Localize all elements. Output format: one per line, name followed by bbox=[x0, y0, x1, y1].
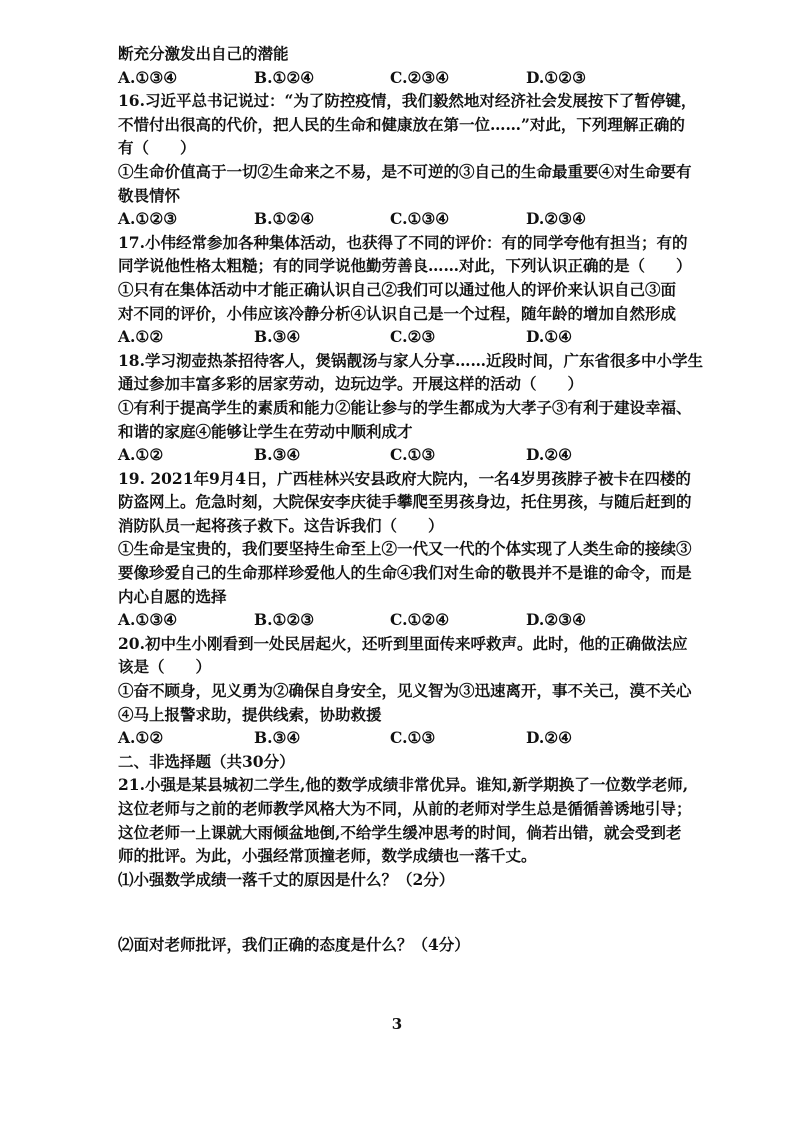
option-d: D.②④ bbox=[526, 445, 573, 465]
question-17 bbox=[118, 231, 718, 349]
continued-text: 断充分激发出自己的潜能 bbox=[118, 44, 289, 63]
option-a: A.①②③ bbox=[118, 209, 178, 229]
sub-question-1: ⑴小强数学成绩一落千丈的原因是什么？（2分） bbox=[118, 869, 455, 889]
answer-space[interactable] bbox=[118, 891, 718, 933]
option-d: D.①④ bbox=[526, 327, 573, 347]
question-line: 内心自愿的选择 bbox=[118, 586, 227, 606]
question-20 bbox=[118, 632, 718, 750]
q19-options bbox=[118, 608, 718, 632]
question-line: 要像珍爱自己的生命那样珍爱他人的生命④我们对生命的敬畏并不是谁的命令，而是 bbox=[118, 563, 692, 583]
option-c: C.②③ bbox=[390, 327, 436, 347]
question-line: 消防队员一起将孩子救下。这告诉我们（ ） bbox=[118, 515, 444, 535]
question-line: ④马上报警求助，提供线索，协助救援 bbox=[118, 704, 382, 724]
question-line: 通过参加丰富多彩的居家劳动，边玩边学。开展这样的活动（ ） bbox=[118, 374, 584, 394]
question-line: 这位老师一上课就大雨倾盆地倒,不给学生缓冲思考的时间，倘若出错，就会受到老 bbox=[118, 822, 682, 842]
question-line: 21.小强是某县城初二学生,他的数学成绩非常优异。谁知,新学期换了一位数学老师, bbox=[118, 775, 689, 795]
question-line: 防盗网上。危急时刻，大院保安李庆徒手攀爬至男孩身边，托住男孩，与随后赶到的 bbox=[118, 492, 692, 512]
question-line: 敬畏情怀 bbox=[118, 185, 181, 205]
option-d: D.①②③ bbox=[526, 67, 586, 87]
option-a: A.①③④ bbox=[118, 610, 178, 630]
option-b: B.①②④ bbox=[254, 209, 315, 229]
option-b: B.③④ bbox=[254, 445, 301, 465]
option-a: A.①② bbox=[118, 445, 164, 465]
option-c: C.②③④ bbox=[390, 67, 450, 87]
question-19 bbox=[118, 467, 718, 632]
question-line: 和谐的家庭④能够让学生在劳动中顺利成才 bbox=[118, 421, 413, 441]
question-16 bbox=[118, 89, 718, 231]
question-line: 有（ ） bbox=[118, 138, 196, 158]
page-number: 3 bbox=[391, 1015, 403, 1033]
option-c: C.①③ bbox=[390, 728, 436, 748]
option-c: C.①②④ bbox=[390, 610, 450, 630]
question-line: ①只有在集体活动中才能正确认识自己②我们可以通过他人的评价来认识自己③面 bbox=[118, 279, 677, 299]
option-c: C.①③④ bbox=[390, 209, 450, 229]
exam-page bbox=[118, 42, 718, 957]
option-a: A.①③④ bbox=[118, 67, 178, 87]
question-line: 20.初中生小刚看到一处民居起火，还听到里面传来呼救声。此时，他的正确做法应 bbox=[118, 633, 688, 653]
q16-options bbox=[118, 207, 718, 231]
option-d: D.②④ bbox=[526, 728, 573, 748]
option-d: D.②③④ bbox=[526, 209, 586, 229]
question-line: 师的批评。为此，小强经常顶撞老师，数学成绩也一落千丈。 bbox=[118, 846, 537, 866]
question-line: ①有利于提高学生的素质和能力②能让参与的学生都成为大孝子③有利于建设幸福、 bbox=[118, 397, 692, 417]
question-line: 不惜付出很高的代价，把人民的生命和健康放在第一位……”对此，下列理解正确的 bbox=[118, 114, 685, 134]
question-line: ①生命价值高于一切②生命来之不易，是不可逆的③自己的生命最重要④对生命要有 bbox=[118, 161, 692, 181]
section-heading: 二、非选择题（共30分） bbox=[118, 751, 295, 771]
question-line: ①生命是宝贵的，我们要坚持生命至上②一代又一代的个体实现了人类生命的接续③ bbox=[118, 539, 692, 559]
q20-options bbox=[118, 726, 718, 750]
question-line: 同学说他性格太粗糙；有的同学说他勤劳善良……对此，下列认识正确的是（ ） bbox=[118, 256, 692, 276]
sub-question-2: ⑵面对老师批评，我们正确的态度是什么？（4分） bbox=[118, 935, 470, 955]
option-b: B.③④ bbox=[254, 327, 301, 347]
question-line: 对不同的评价，小伟应该冷静分析④认识自己是一个过程，随年龄的增加自然形成 bbox=[118, 303, 677, 323]
question-line: ①奋不顾身，见义勇为②确保自身安全，见义智为③迅速离开，事不关己，漠不关心 bbox=[118, 681, 692, 701]
question-18 bbox=[118, 349, 718, 467]
option-b: B.③④ bbox=[254, 728, 301, 748]
question-line: 17.小伟经常参加各种集体活动，也获得了不同的评价：有的同学夸他有担当；有的 bbox=[118, 232, 688, 252]
question-line: 16.习近平总书记说过：“为了防控疫情，我们毅然地对经济社会发展按下了暂停键， bbox=[118, 91, 697, 111]
option-b: B.①②③ bbox=[254, 610, 315, 630]
q17-options bbox=[118, 325, 718, 349]
option-a: A.①② bbox=[118, 728, 164, 748]
question-line: 18.学习沏壶热茶招待客人，煲锅靓汤与家人分享……近段时间，广东省很多中小学生 bbox=[118, 350, 703, 370]
question-21 bbox=[118, 773, 718, 957]
question-line: 该是（ ） bbox=[118, 657, 212, 677]
option-b: B.①②④ bbox=[254, 67, 315, 87]
question-line: 19. 2021年9月4日，广西桂林兴安县政府大院内，一名4岁男孩脖子被卡在四楼的 bbox=[118, 468, 691, 488]
q18-options bbox=[118, 443, 718, 467]
option-c: C.①③ bbox=[390, 445, 436, 465]
question-line: 这位老师与之前的老师教学风格大为不同，从前的老师对学生总是循循善诱地引导； bbox=[118, 799, 692, 818]
q15-options bbox=[118, 66, 718, 90]
option-d: D.②③④ bbox=[526, 610, 586, 630]
option-a: A.①② bbox=[118, 327, 164, 347]
